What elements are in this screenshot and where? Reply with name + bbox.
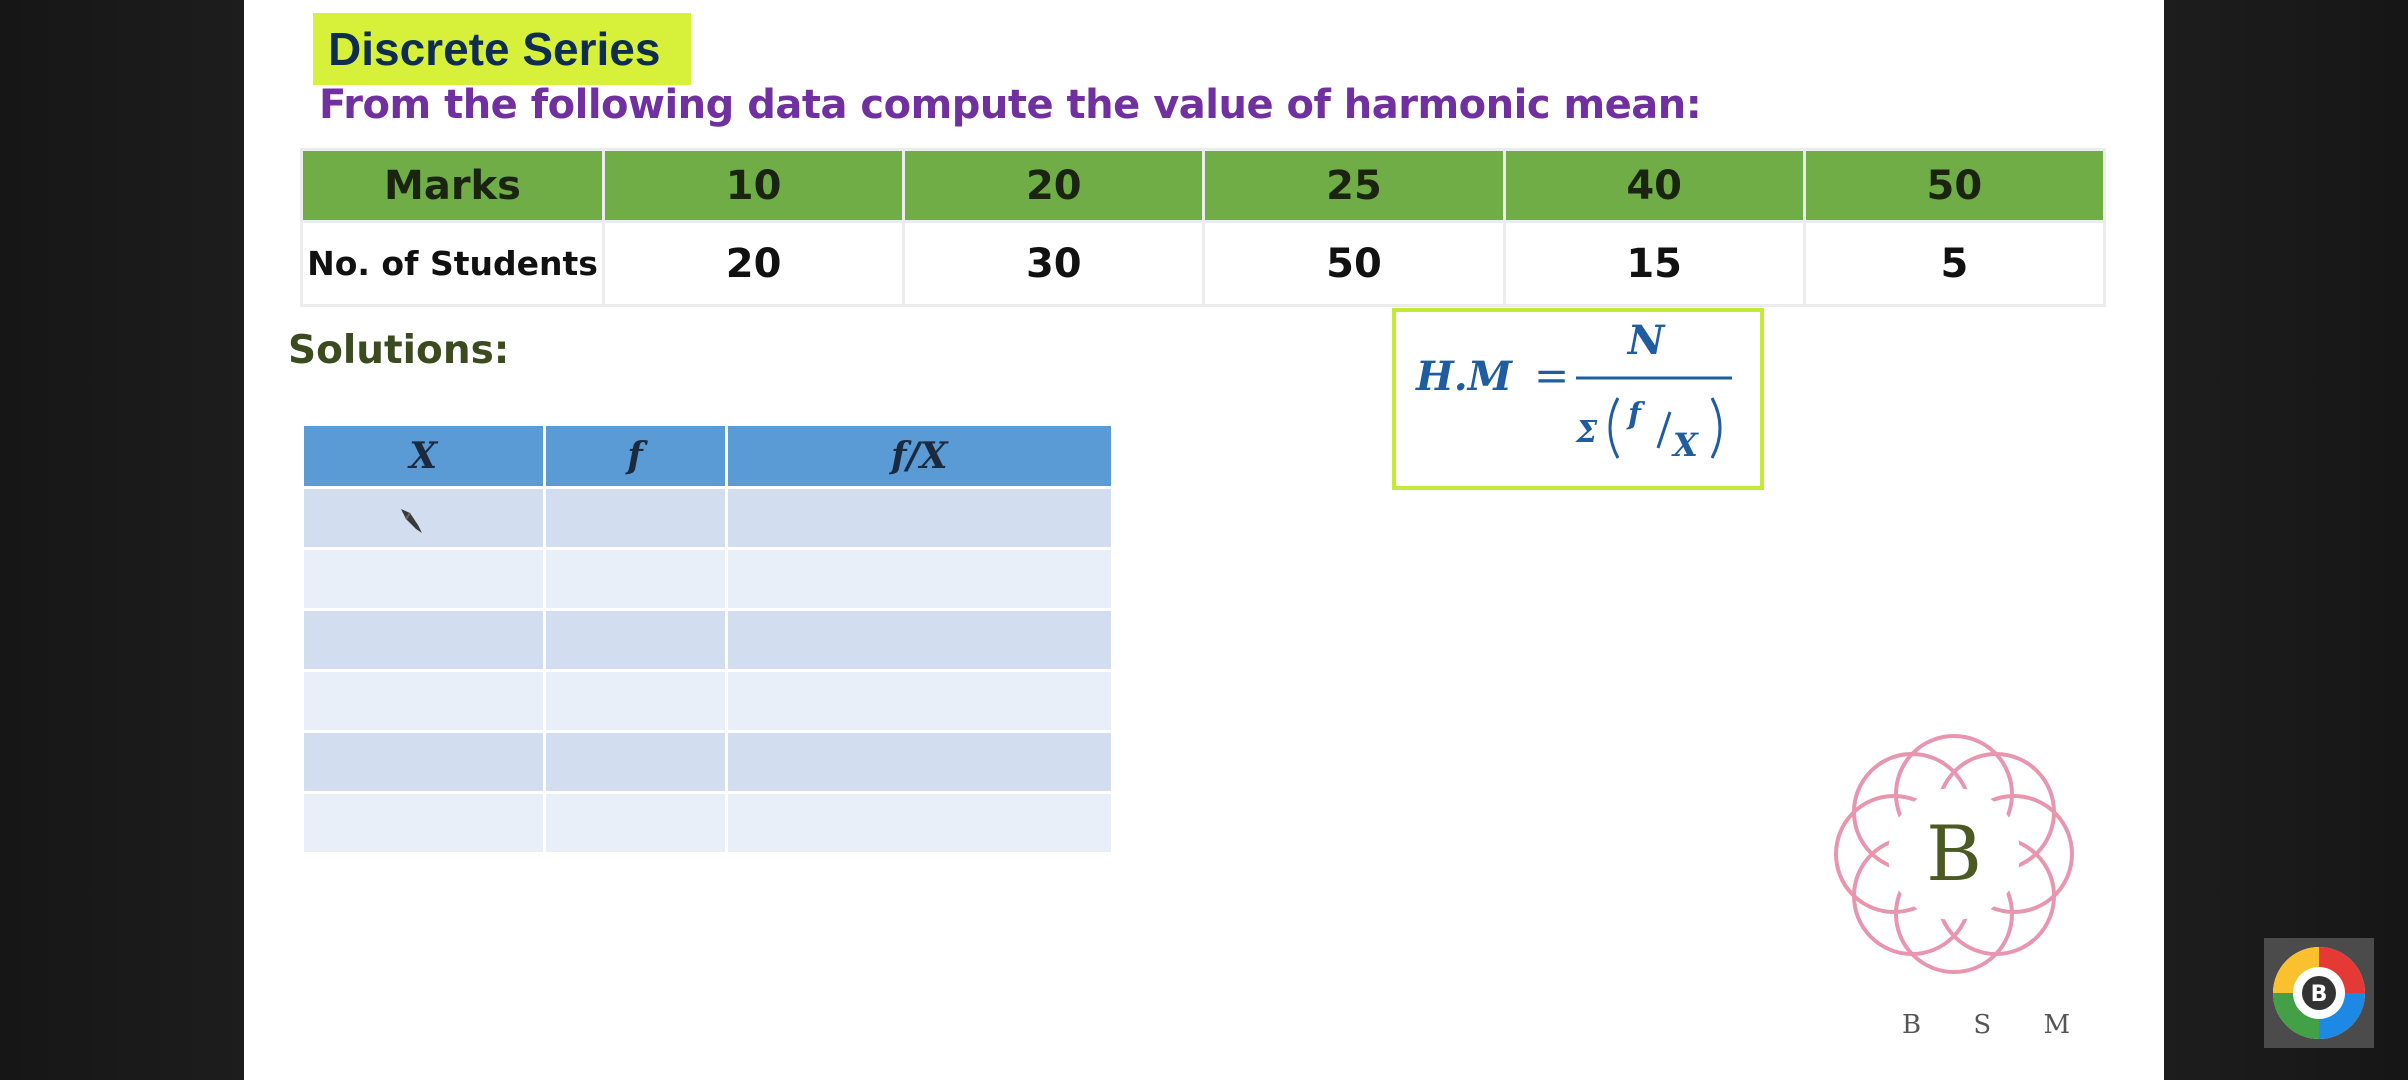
formula-f: f [1628, 397, 1641, 432]
solution-cell [544, 732, 726, 793]
solution-table [304, 426, 1114, 855]
pen-cursor-icon [398, 505, 428, 535]
slash [1658, 412, 1670, 448]
harmonic-mean-formula [1392, 308, 1764, 490]
data-table-cell: 15 [1504, 222, 1804, 306]
formula-numerator: N [1627, 317, 1665, 364]
left-paren [1610, 398, 1618, 458]
solution-cell [304, 671, 544, 732]
data-table-header-cell: 50 [1804, 150, 2104, 222]
data-table-row-label: No. of Students [302, 222, 604, 306]
data-table-cell: 20 [604, 222, 904, 306]
data-table [300, 148, 2106, 307]
data-table-header-row [302, 150, 2105, 222]
channel-watermark[interactable] [2264, 938, 2374, 1048]
data-table-row [302, 222, 2105, 306]
data-table-cell: 5 [1804, 222, 2104, 306]
data-table-header-cell: 25 [1204, 150, 1504, 222]
solution-cell [304, 549, 544, 610]
channel-logo-icon [2264, 938, 2374, 1048]
solution-cell [726, 610, 1113, 671]
solution-cell [544, 488, 726, 549]
solution-cell [726, 732, 1113, 793]
formula-sigma: Σ [1576, 415, 1598, 450]
solution-table-header-row [304, 426, 1113, 488]
video-letterbox-left [0, 0, 244, 1080]
solutions-label: Solutions: [288, 328, 510, 373]
data-table-header-cell: 10 [604, 150, 904, 222]
slide [244, 0, 2164, 1080]
solution-header-f: f [544, 426, 726, 488]
solution-cell [544, 671, 726, 732]
solution-table-row [304, 671, 1113, 732]
solution-cell [726, 549, 1113, 610]
solution-cell [726, 793, 1113, 854]
video-letterbox-right [2164, 0, 2408, 1080]
solution-cell [544, 610, 726, 671]
data-table-header-cell: 20 [904, 150, 1204, 222]
channel-logo-letter: B [2310, 982, 2328, 1007]
solution-table-row [304, 610, 1113, 671]
formula-equals: = [1534, 351, 1570, 400]
solution-cell [544, 549, 726, 610]
data-table-header-cell: Marks [302, 150, 604, 222]
solution-header-f-over-x: f/X [726, 426, 1113, 488]
solution-cell [726, 671, 1113, 732]
data-table-header-cell: 40 [1504, 150, 1804, 222]
solution-table-row [304, 549, 1113, 610]
solution-cell [304, 732, 544, 793]
logo-caption: B S M [1902, 1010, 2093, 1040]
data-table-cell: 30 [904, 222, 1204, 306]
logo-letter: B [1926, 809, 1982, 898]
solution-cell [304, 610, 544, 671]
data-table-cell: 50 [1204, 222, 1504, 306]
slide-title-box [313, 13, 691, 85]
solution-header-x: X [304, 426, 544, 488]
formula-x: X [1673, 426, 1698, 464]
solution-cell [304, 793, 544, 854]
solution-table-row [304, 793, 1113, 854]
solution-table-row [304, 732, 1113, 793]
right-paren [1712, 398, 1720, 458]
bsm-logo-flower-icon [1822, 722, 2086, 986]
formula-lhs: H.M [1416, 353, 1512, 400]
solution-cell [544, 793, 726, 854]
slide-title: Discrete Series [328, 23, 661, 75]
question-text: From the following data compute the value of harmonic mean: [319, 82, 1702, 128]
solution-cell [726, 488, 1113, 549]
